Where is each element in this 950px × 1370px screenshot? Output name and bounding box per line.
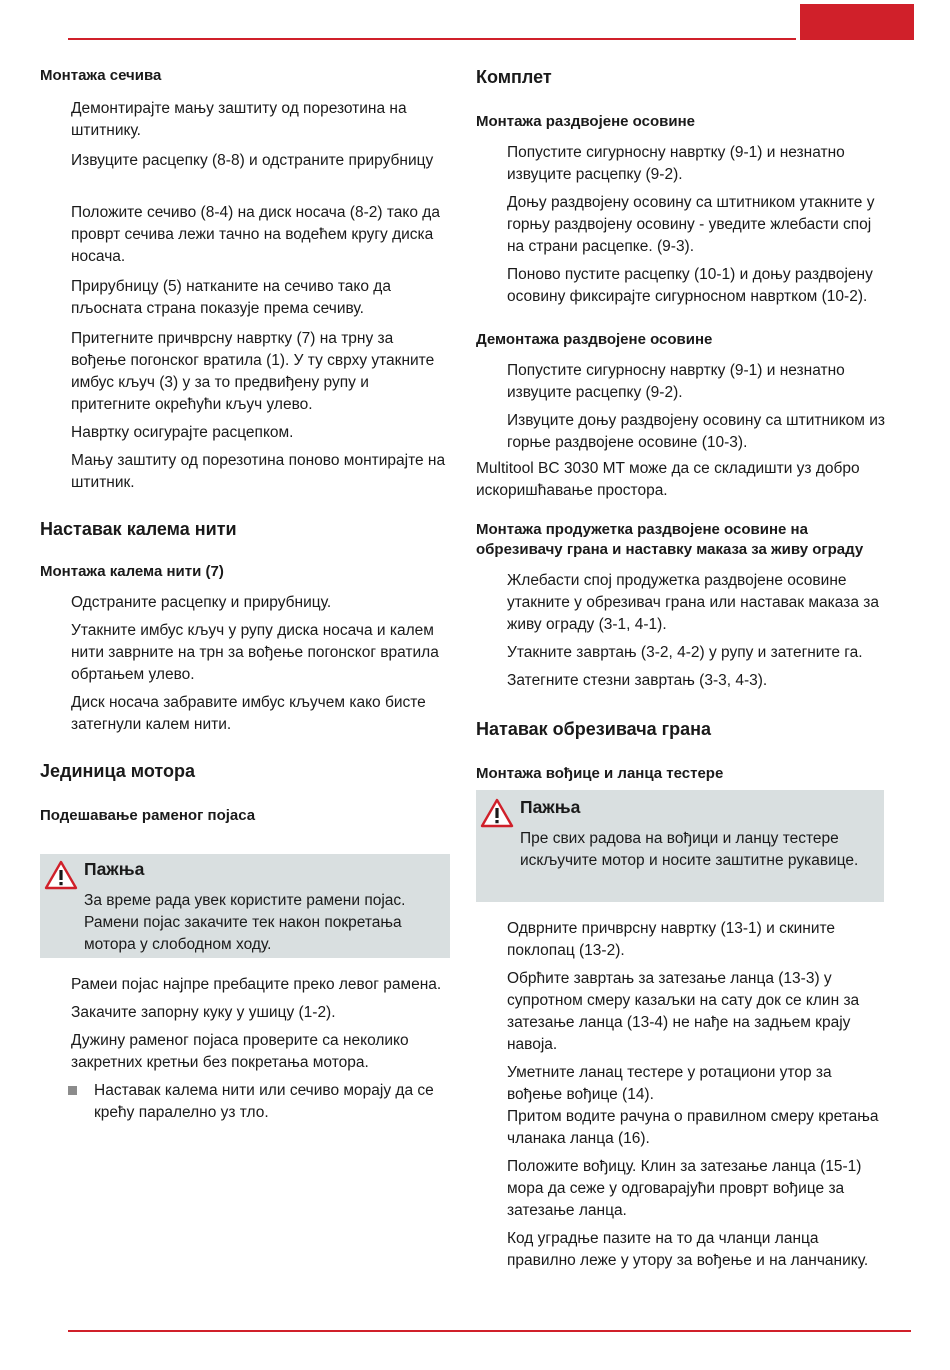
harness-step-3: Дужину раменог појаса проверите са неколико закретних кретњи без покретања мотора. xyxy=(71,1032,409,1071)
extension-step-2: Утакните завртањ (3-2, 4-2) у рупу и затегните га. xyxy=(507,644,863,661)
extension-mount-heading: Монтажа продужетка раздвојене осовине на обрезивачу грана и наставку маказа за живу ограду xyxy=(476,521,864,558)
chain-step-4: Положите вођицу. Клин за затезање ланца (15-1) мора да сеже у одговарајући проврт вођице за затезање ланца. xyxy=(507,1158,862,1219)
shaft-dismount-step-1: Попустите сигурносну навртку (9-1) и незнатно извуците расцепку (9-2). xyxy=(507,362,845,401)
blade-step-1: Демонтирајте мању заштиту од порезотина на штитнику. xyxy=(71,100,407,139)
chain-step-2: Обрћите завртањ за затезање ланца (13-3) у супротном смеру казаљки на сату док се клин за затезање ланца (13-4) не нађе на задњем крају навоја. xyxy=(507,970,860,1053)
header-rule xyxy=(68,38,796,40)
harness-bullet-text: Наставак калема нити или сечиво морају да се крећу паралелно уз тло. xyxy=(94,1082,434,1121)
spool-section-heading: Наставак калема нити xyxy=(40,519,237,539)
warning-triangle-icon xyxy=(480,798,514,828)
chain-step-3a: Уметните ланац тестере у ротациони утор за вођење вођице (14). xyxy=(507,1064,832,1103)
left-column xyxy=(40,66,450,1124)
blade-mount-heading: Монтажа сечива xyxy=(40,67,162,84)
harness-step-2: Закачите запорну куку у ушицу (1-2). xyxy=(71,1004,336,1021)
spool-step-1: Одстраните расцепку и прирубницу. xyxy=(71,594,332,611)
harness-bullet xyxy=(40,1080,450,1124)
blade-step-5: Притегните причврсну навртку (7) на трну за вођење погонског вратила (1). У ту сврху утакните имбус кључ (3) у за то предвиђену рупу и притегните окрећући кључ улево. xyxy=(71,330,435,413)
chain-mount-heading: Монтажа вођице и ланца тестере xyxy=(476,765,724,782)
chain-step-1: Одврните причврсну навртку (13-1) и скините поклопац (13-2). xyxy=(507,920,836,959)
storage-note: Multitool BC 3030 MT може да се складишти уз добро искоришћавање простора. xyxy=(476,460,860,499)
warning-title: Пажња xyxy=(520,797,581,817)
shaft-mount-step-3: Поново пустите расцепку (10-1) и доњу раздвојену осовину фиксирајте сигурносном навртком (10-2). xyxy=(507,266,873,305)
chain-step-3b: Притом водите рачуна о правилном смеру кретања чланака ланца (16). xyxy=(507,1108,879,1147)
blade-step-4: Прирубницу (5) натканите на сечиво тако да пљосната страна показује према сечиву. xyxy=(71,278,391,317)
harness-step-1: Рамеи појас најпре пребаците преко левог рамена. xyxy=(71,976,442,993)
motor-section-heading: Јединица мотора xyxy=(40,761,195,781)
chain-warning-box xyxy=(476,790,884,902)
spool-mount-heading: Монтажа калема нити (7) xyxy=(40,563,224,580)
extension-step-3: Затегните стезни завртањ (3-3, 4-3). xyxy=(507,672,768,689)
warning-title: Пажња xyxy=(84,859,145,879)
warning-triangle-icon xyxy=(44,860,78,890)
blade-step-7: Мању заштиту од порезотина поново монтирајте на штитник. xyxy=(71,452,446,491)
blade-step-6: Навртку осигурајте расцепком. xyxy=(71,424,294,441)
shaft-dismount-heading: Демонтажа раздвојене осовине xyxy=(476,331,713,348)
spool-step-2: Утакните имбус кључ у рупу диска носача и калем нити заврните на трн за вођење погонског вратила обртањем улево. xyxy=(71,622,439,683)
blade-step-2: Извуците расцепку (8-8) и одстраните прирубницу xyxy=(71,152,434,169)
bullet-square-icon xyxy=(68,1086,77,1095)
harness-warning-box xyxy=(40,854,450,958)
spool-step-3: Диск носача забравите имбус кључем како бисте затегнули калем нити. xyxy=(71,694,426,733)
right-column xyxy=(476,66,886,1272)
extension-step-1: Жлебасти спој продужетка раздвојене осовине утакните у обрезивач грана или наставак маказа за живу ограду (3-1, 4-1). xyxy=(507,572,879,633)
shaft-mount-step-1: Попустите сигурносну навртку (9-1) и незнатно извуците расцепку (9-2). xyxy=(507,144,845,183)
footer-rule xyxy=(68,1330,911,1332)
shaft-dismount-step-2: Извуците доњу раздвојену осовину са штитником из горње раздвојене осовине (10-3). xyxy=(507,412,885,451)
harness-heading: Подешавање раменог појаса xyxy=(40,807,256,824)
header-accent-block xyxy=(800,4,914,40)
chain-step-5: Код уградње пазите на то да чланци ланца правилно леже у утору за вођење и на ланчанику. xyxy=(507,1230,869,1269)
shaft-mount-step-2: Доњу раздвојену осовину са штитником утакните у горњу раздвојену осовину - уведите жлебасти спој на страни расцепке. (9-3). xyxy=(507,194,875,255)
shaft-mount-heading: Монтажа раздвојене осовине xyxy=(476,113,695,130)
warning-text: Пре свих радова на вођици и ланцу тестере искључите мотор и носите заштитне рукавице. xyxy=(520,830,859,869)
warning-text: За време рада увек користите рамени појас. Рамени појас закачите тек након покретања мотора у слободном ходу. xyxy=(84,892,406,953)
pruner-section-heading: Натавак обрезивача грана xyxy=(476,719,712,739)
blade-step-3: Положите сечиво (8-4) на диск носача (8-2) тако да проврт сечива лежи тачно на водећем кругу диска носача. xyxy=(71,204,440,265)
kit-section-heading: Комплет xyxy=(476,67,552,87)
